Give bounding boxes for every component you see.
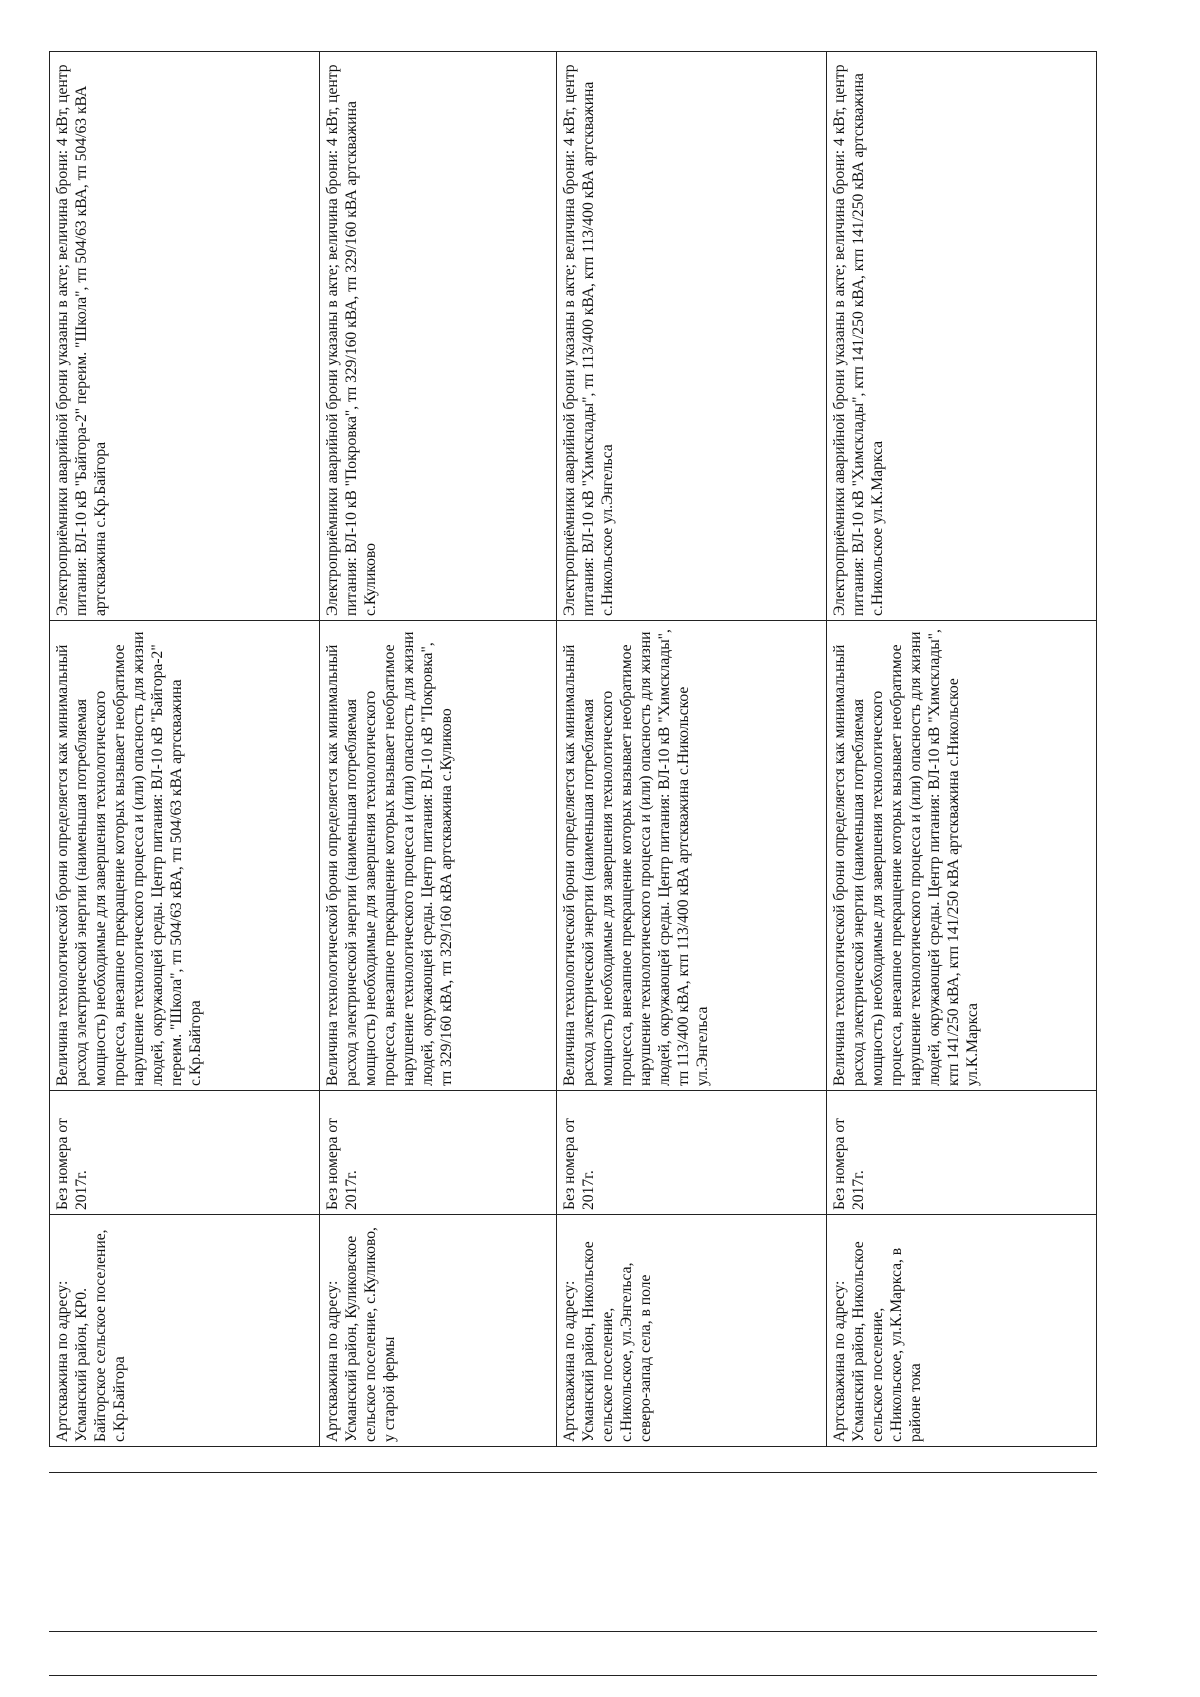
emergency-reserve-text: Электроприёмники аварийной брони указаны в акте; величина брони: 4 кВт, центр питания: ВЛ-10 кВ "Химсклады", тп 113/400 кВА, ктп 113/400 кВА артскважина с.Никольское ул.Энгельса <box>561 64 617 616</box>
document-text: Без номера от 2017г. <box>561 1118 598 1210</box>
document-cell <box>50 1091 320 1215</box>
document-text: Без номера от 2017г. <box>323 1118 360 1210</box>
document-text: Без номера от 2017г. <box>54 1118 91 1210</box>
tech-reserve-cell <box>319 621 557 1091</box>
object-cell <box>319 1215 557 1447</box>
tech-reserve-cell <box>50 621 320 1091</box>
object-text: Артскважина по адресу: Усманский район, Никольское сельское поселение, с.Никольское, ул.Энгельса, северо-запад села, в поле <box>561 1241 655 1442</box>
emergency-reserve-cell <box>50 52 320 621</box>
emergency-reserve-text: Электроприёмники аварийной брони указаны в акте; величина брони: 4 кВт, центр питания: ВЛ-10 кВ "Байгора-2" переим. "Школа", тп 504/63 кВА, тп 504/63 кВА артскважина с.Кр.Байгора <box>54 64 110 616</box>
reserve-table <box>49 51 1097 1447</box>
document-text: Без номера от 2017г. <box>831 1118 868 1210</box>
emergency-reserve-text: Электроприёмники аварийной брони указаны в акте; величина брони: 4 кВт, центр питания: ВЛ-10 кВ "Химсклады", ктп 141/250 кВА, ктп 141/250 кВА артскважина с.Никольское ул.К.Маркса <box>831 64 887 616</box>
table-row <box>50 52 320 1447</box>
object-cell <box>50 1215 320 1447</box>
rotated-table-container <box>49 52 1097 1447</box>
object-text: Артскважина по адресу: Усманский район, КР0. Байгорское сельское поселение, с.Кр.Байгора <box>54 1229 129 1442</box>
table-row <box>319 52 557 1447</box>
emergency-reserve-cell <box>557 52 827 621</box>
object-text: Артскважина по адресу: Усманский район, Куликовское сельское поселение, с.Куликово, у старой фермы <box>323 1227 398 1442</box>
object-cell <box>827 1215 1097 1447</box>
table-border-line <box>49 1631 1097 1632</box>
table-row <box>827 52 1097 1447</box>
document-cell <box>319 1091 557 1215</box>
emergency-reserve-text: Электроприёмники аварийной брони указаны в акте; величина брони: 4 кВт, центр питания: ВЛ-10 кВ "Покровка", тп 329/160 кВА, тп 329/160 кВА артскважина с.Куликово <box>323 64 379 616</box>
tech-reserve-text: Величина технологической брони определяется как минимальный расход электрической энергии (наименьшая потребляемая мощность) необходимые для завершения технологического процесса, внезапное прекращение которых вызывает необратимое нарушение технологического процесса и (или) опасность для жизни людей, окружающей среды. Центр питания: ВЛ-10 кВ "Байгора-2" переим. "Школа", тп 504/63 кВА, тп 504/63 кВА артскважина с.Кр.Байгора <box>54 631 205 1086</box>
tech-reserve-text: Величина технологической брони определяется как минимальный расход электрической энергии (наименьшая потребляемая мощность) необходимые для завершения технологического процесса, внезапное прекращение которых вызывает необратимое нарушение технологического процесса и (или) опасность для жизни людей, окружающей среды. Центр питания: ВЛ-10 кВ "Покровка", тп 329/160 кВА, тп 329/160 кВА артскважина с.Куликово <box>323 631 455 1086</box>
object-cell <box>557 1215 827 1447</box>
table-row <box>557 52 827 1447</box>
tech-reserve-text: Величина технологической брони определяется как минимальный расход электрической энергии (наименьшая потребляемая мощность) необходимые для завершения технологического процесса, внезапное прекращение которых вызывает необратимое нарушение технологического процесса и (или) опасность для жизни людей, окружающей среды. Центр питания: ВЛ-10 кВ "Химсклады", ктп 141/250 кВА, ктп 141/250 кВА артскважина с.Никольское ул.К.Маркса <box>831 629 982 1086</box>
table-border-line <box>49 1472 1097 1473</box>
object-text: Артскважина по адресу: Усманский район, Никольское сельское поселение, с.Никольское, ул.К.Маркса, в районе тока <box>831 1241 925 1442</box>
tech-reserve-cell <box>557 621 827 1091</box>
emergency-reserve-cell <box>827 52 1097 621</box>
table-border-line <box>49 1675 1097 1676</box>
tech-reserve-cell <box>827 621 1097 1091</box>
tech-reserve-text: Величина технологической брони определяется как минимальный расход электрической энергии (наименьшая потребляемая мощность) необходимые для завершения технологического процесса, внезапное прекращение которых вызывает необратимое нарушение технологического процесса и (или) опасность для жизни людей, окружающей среды. Центр питания: ВЛ-10 кВ "Химсклады", тп 113/400 кВА, ктп 113/400 кВА артскважина с.Никольское ул.Энгельса <box>561 629 712 1086</box>
emergency-reserve-cell <box>319 52 557 621</box>
document-cell <box>827 1091 1097 1215</box>
document-cell <box>557 1091 827 1215</box>
